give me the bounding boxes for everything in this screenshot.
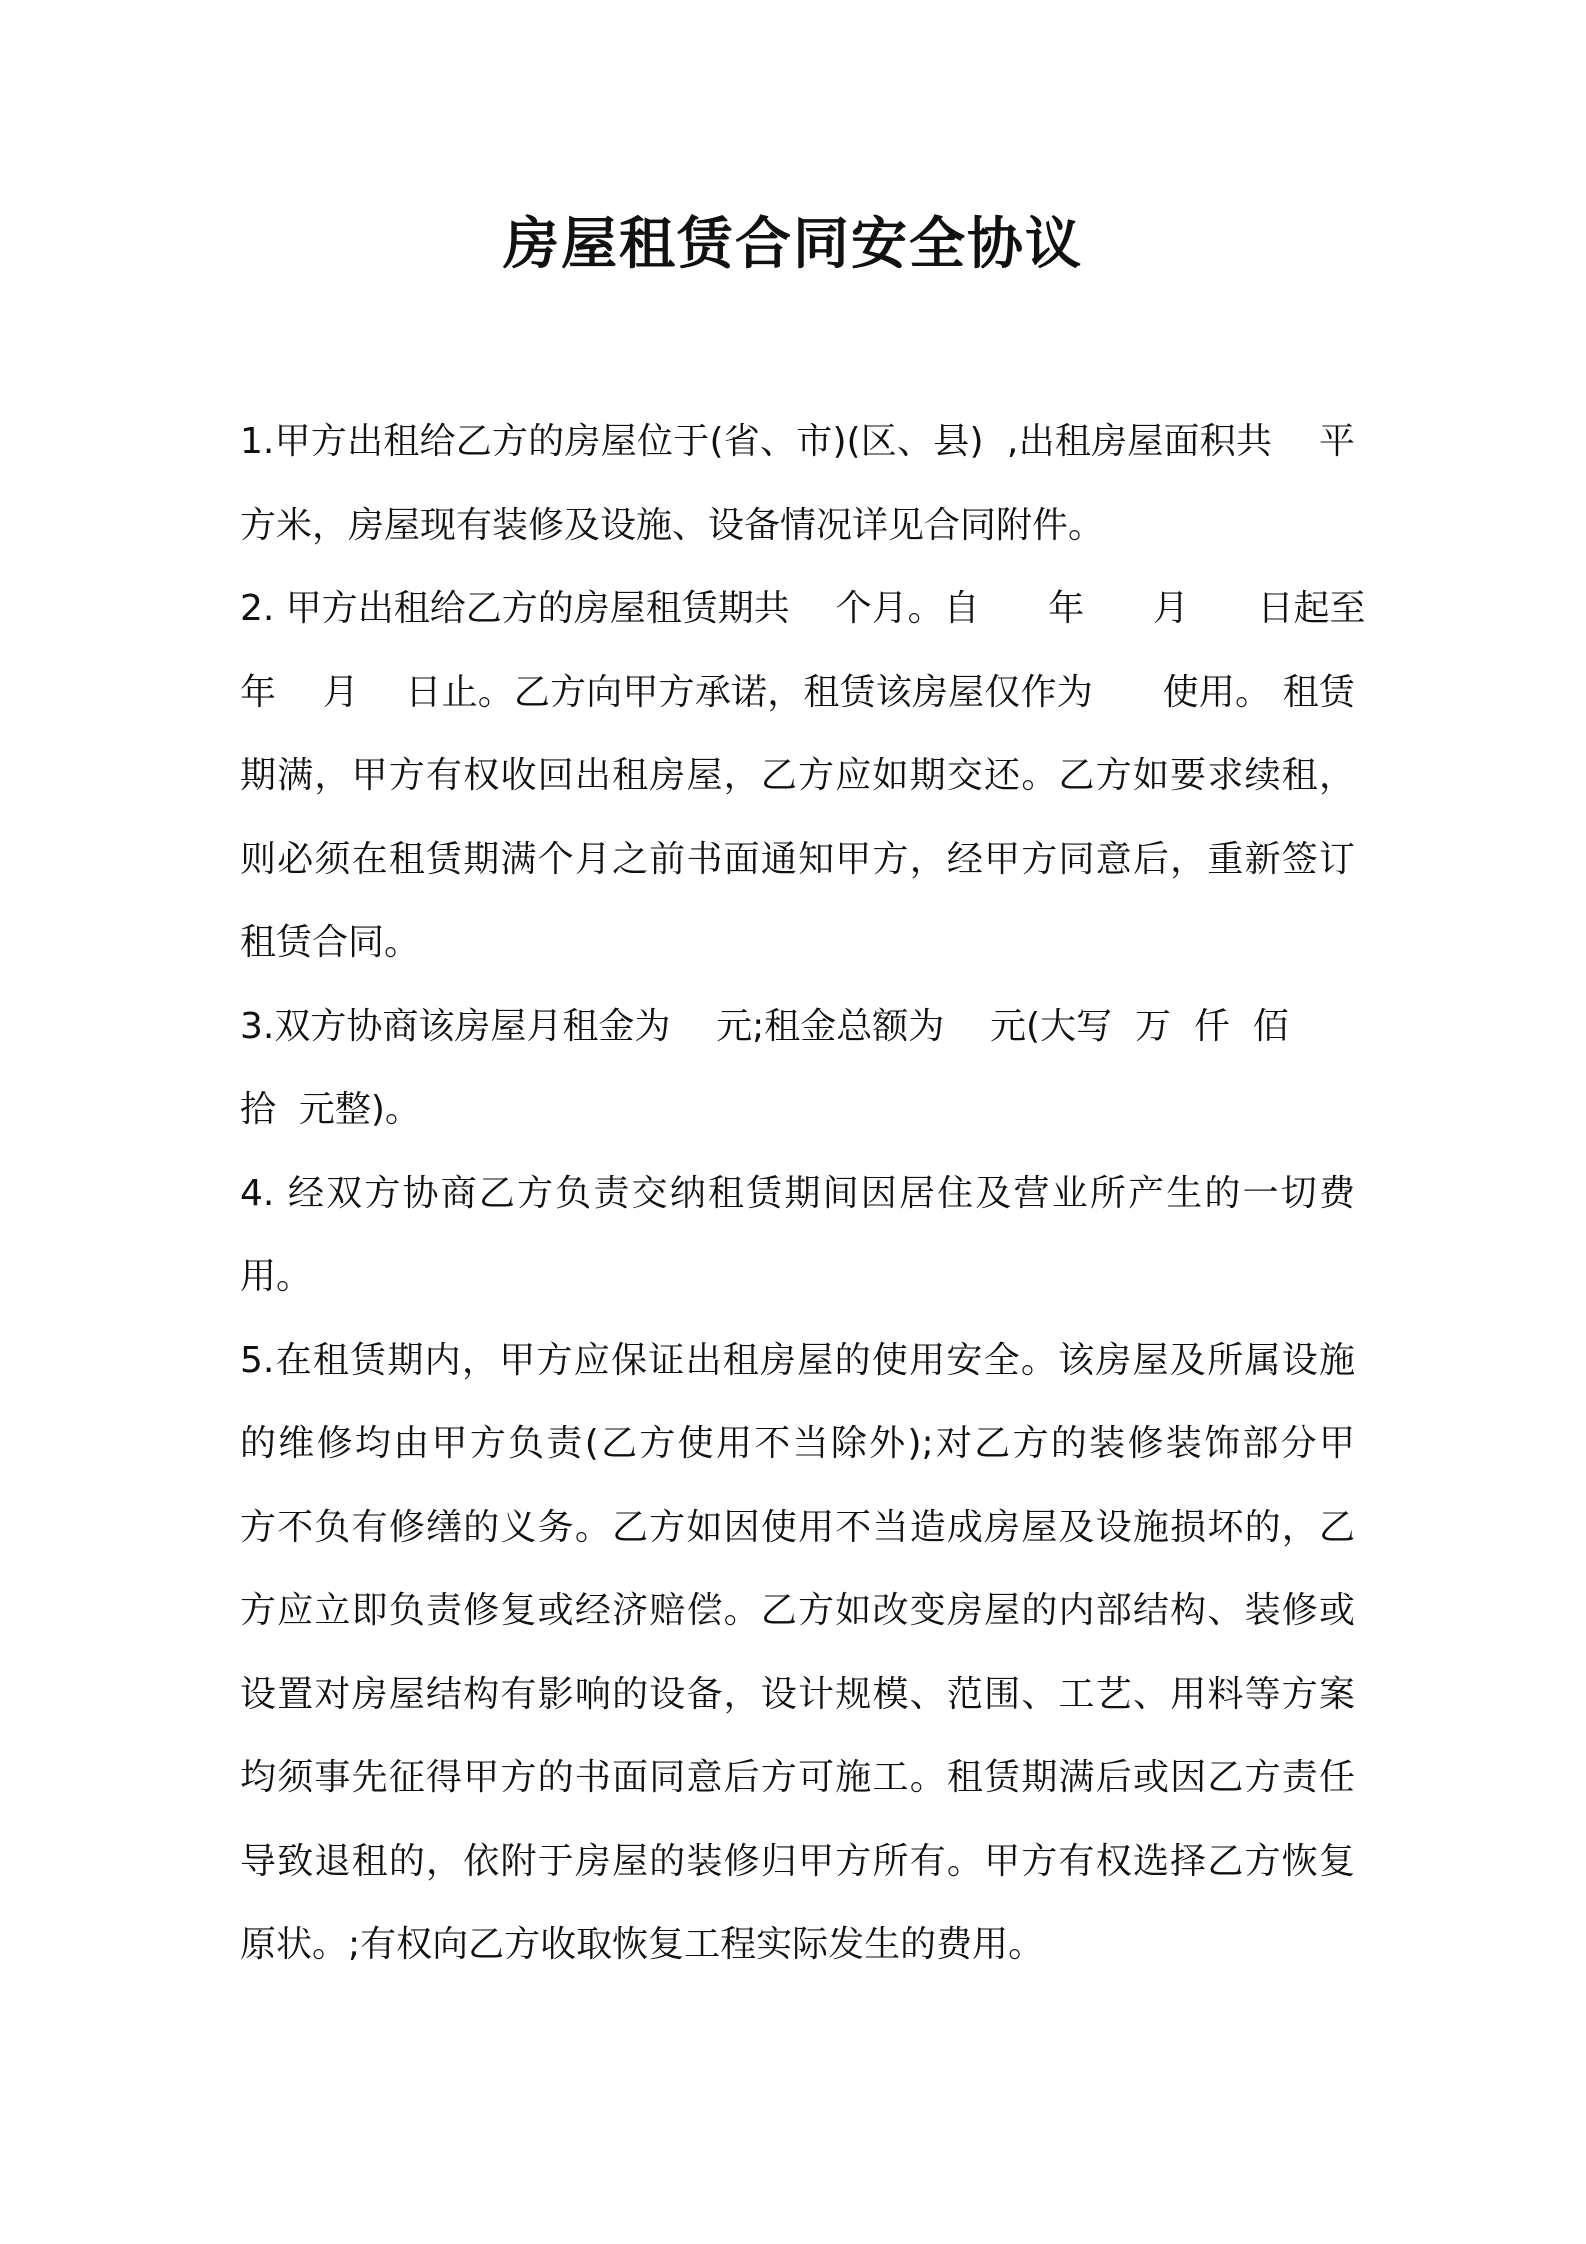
clause-5-line-5: 设置对房屋结构有影响的设备，设计规模、范围、工艺、用料等方案 — [240, 1673, 1355, 1715]
clause-5-line-4: 方应立即负责修复或经济赔偿。乙方如改变房屋的内部结构、装修或 — [240, 1590, 1355, 1631]
clause-4 — [240, 1152, 1355, 1319]
clause-1 — [240, 400, 1355, 567]
clause-5-line-3: 方不负有修缮的义务。乙方如因使用不当造成房屋及设施损坏的，乙 — [240, 1506, 1355, 1548]
clause-2-line-4: 则必须在租赁期满个月之前书面通知甲方，经甲方同意后，重新签订 — [240, 838, 1355, 880]
clause-5 — [240, 1319, 1355, 1987]
clause-5-line-6: 均须事先征得甲方的书面同意后方可施工。租赁期满后或因乙方责任 — [240, 1757, 1355, 1798]
clause-3-line-2: 拾 元整)。 — [240, 1089, 421, 1130]
clause-2-line-1: 2. 甲方出租给乙方的房屋租赁期共 个月。自 年 月 日起至 — [240, 588, 1366, 629]
document-title: 房屋租赁合同安全协议 — [503, 212, 1083, 277]
document-body — [240, 400, 1366, 1987]
clause-2-line-3: 期满，甲方有权收回出租房屋，乙方应如期交还。乙方如要求续租， — [240, 755, 1355, 796]
clause-5-line-8: 原状。;有权向乙方收取恢复工程实际发生的费用。 — [240, 1924, 1045, 1965]
clause-1-line-2: 方米，房屋现有装修及设施、设备情况详见合同附件。 — [240, 504, 1105, 546]
clause-2 — [240, 567, 1366, 985]
clause-5-line-2: 的维修均由甲方负责(乙方使用不当除外);对乙方的装修装饰部分甲 — [240, 1423, 1355, 1464]
clause-3 — [240, 985, 1355, 1152]
clause-4-line-1: 4. 经双方协商乙方负责交纳租赁期间因居住及营业所产生的一切费 — [240, 1172, 1355, 1214]
clause-2-line-2: 年 月 日止。乙方向甲方承诺，租赁该房屋仅作为 使用。 租赁 — [240, 671, 1355, 713]
clause-1-line-1: 1.甲方出租给乙方的房屋位于(省、市)(区、县) ,出租房屋面积共 平 — [240, 421, 1355, 462]
clause-5-line-7: 导致退租的，依附于房屋的装修归甲方所有。甲方有权选择乙方恢复 — [240, 1840, 1355, 1882]
clause-4-line-2: 用。 — [240, 1256, 313, 1297]
clause-2-line-5: 租赁合同。 — [240, 922, 421, 963]
clause-3-line-1: 3.双方协商该房屋月租金为 元;租金总额为 元(大写 万 仟 佰 — [240, 1005, 1289, 1047]
clause-5-line-1: 5.在租赁期内，甲方应保证出租房屋的使用安全。该房屋及所属设施 — [240, 1339, 1355, 1381]
